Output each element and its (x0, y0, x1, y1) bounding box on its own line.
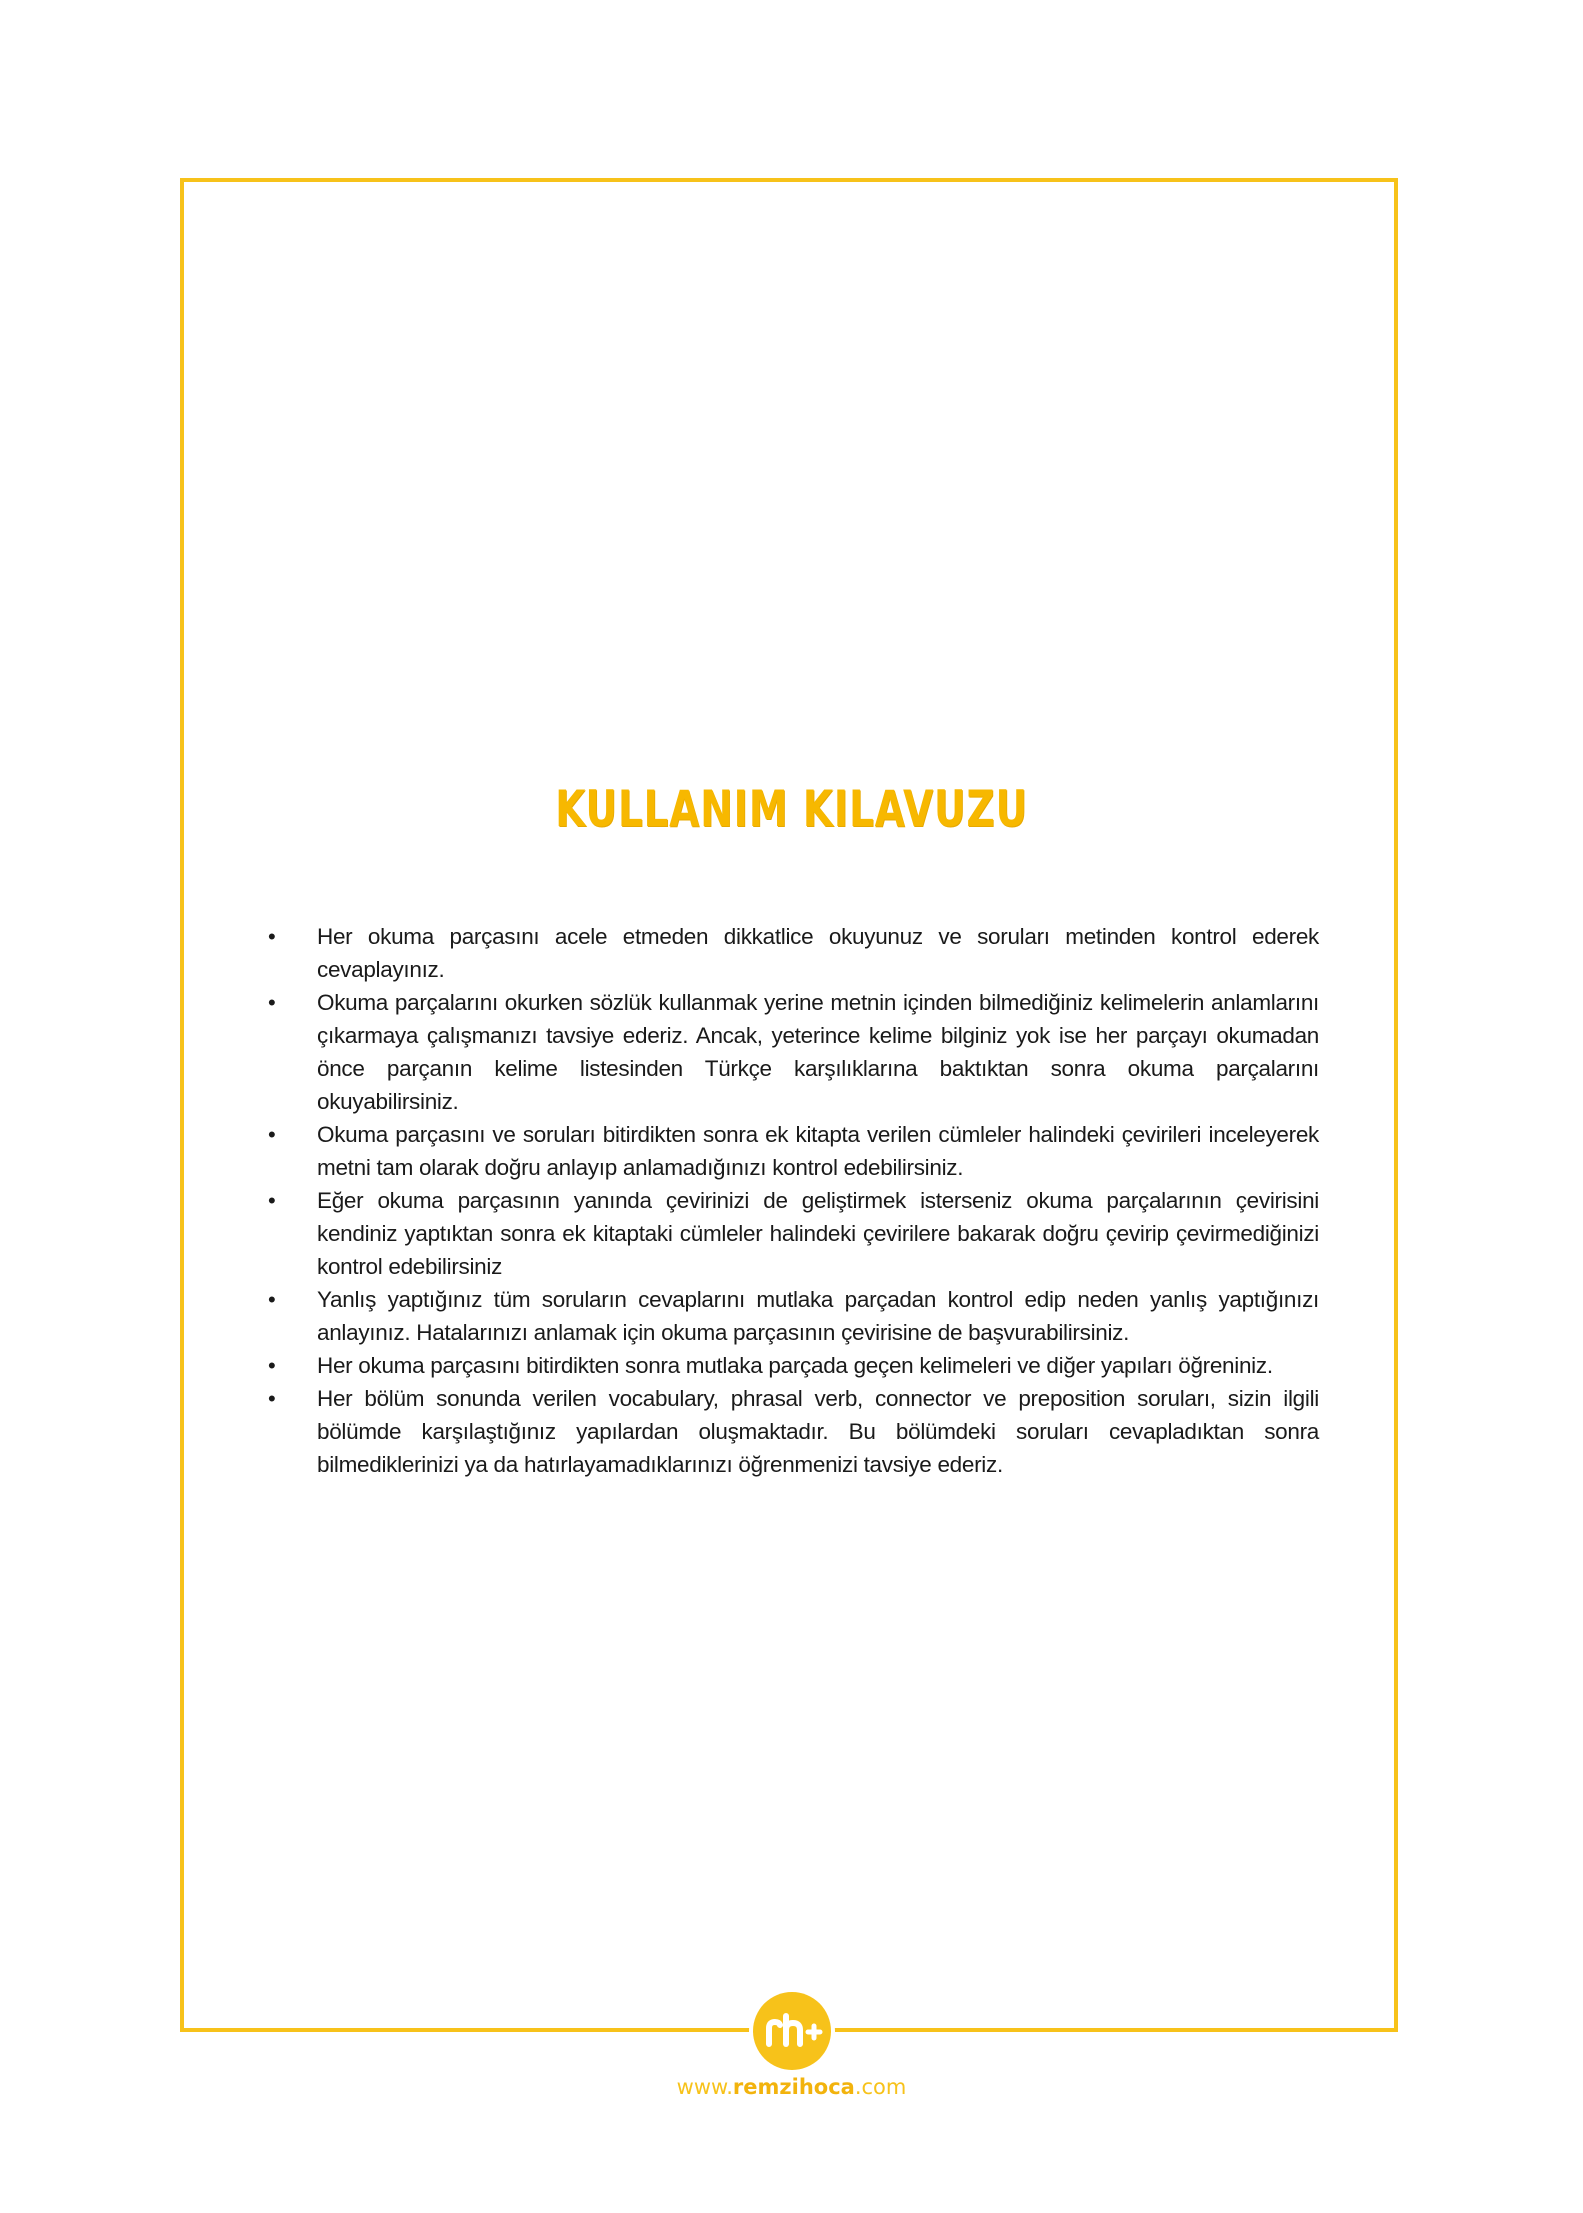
bullet-icon: • (268, 924, 276, 949)
list-item (265, 1118, 1319, 1184)
list-item-text: Her okuma parçasını bitirdikten sonra mutlaka parçada geçen kelimeleri ve diğer yapıları öğreniniz. (317, 1353, 1273, 1378)
list-item-text: Eğer okuma parçasının yanında çevirinizi de geliştirmek isterseniz okuma parçalarının çevirisini kendiniz yaptıktan sonra ek kitaptaki cümleler halindeki çevirilere bakarak doğru çevirip çevirmediğinizi kontrol edebilirsiniz (317, 1188, 1319, 1279)
bullet-icon: • (268, 1353, 276, 1378)
website-url[interactable] (0, 2075, 1583, 2099)
list-item (265, 1349, 1319, 1382)
list-item (265, 1283, 1319, 1349)
list-item-text: Okuma parçasını ve soruları bitirdikten sonra ek kitapta verilen cümleler halindeki çevirileri inceleyerek metni tam olarak doğru anlayıp anlamadığınızı kontrol edebilirsiniz. (317, 1122, 1319, 1180)
bullet-icon: • (268, 1386, 276, 1411)
list-item-text: Okuma parçalarını okurken sözlük kullanmak yerine metnin içinden bilmediğiniz kelimelerin anlamlarını çıkarmaya çalışmanızı tavsiye ederiz. Ancak, yeterince kelime bilginiz yok ise her parçayı okumadan önce parçanın kelime listesinden Türkçe karşılıklarına baktıktan sonra okuma parçalarını okuyabilirsiniz. (317, 990, 1319, 1114)
bullet-icon: • (268, 1122, 276, 1147)
list-item-text: Her okuma parçasını acele etmeden dikkatlice okuyunuz ve soruları metinden kontrol ederek cevaplayınız. (317, 924, 1319, 982)
rh-plus-logo-icon (753, 1992, 831, 2070)
bullet-icon: • (268, 990, 276, 1015)
website-prefix: www. (676, 2075, 733, 2099)
list-item-text: Her bölüm sonunda verilen vocabulary, phrasal verb, connector ve preposition soruları, sizin ilgili bölümde karşılaştığınız yapılardan oluşmaktadır. Bu bölümdeki soruları cevapladıktan sonra bilmediklerinizi ya da hatırlayamadıklarınızı öğrenmenizi tavsiye ederiz. (317, 1386, 1319, 1477)
logo-badge (753, 1992, 831, 2070)
website-main: remzihoca (732, 2075, 855, 2099)
list-item (265, 920, 1319, 986)
website-suffix: .com (854, 2075, 907, 2099)
list-item (265, 1382, 1319, 1481)
usage-guide-list (265, 920, 1319, 1481)
page-title: KULLANIM KILAVUZU (555, 780, 1028, 838)
logo (749, 1988, 835, 2074)
list-item (265, 1184, 1319, 1283)
list-item-text: Yanlış yaptığınız tüm soruların cevaplarını mutlaka parçadan kontrol edip neden yanlış yaptığınızı anlayınız. Hatalarınızı anlamak için okuma parçasının çevirisine de başvurabilirsiniz. (317, 1287, 1319, 1345)
bullet-icon: • (268, 1287, 276, 1312)
bullet-icon: • (268, 1188, 276, 1213)
list-item (265, 986, 1319, 1118)
